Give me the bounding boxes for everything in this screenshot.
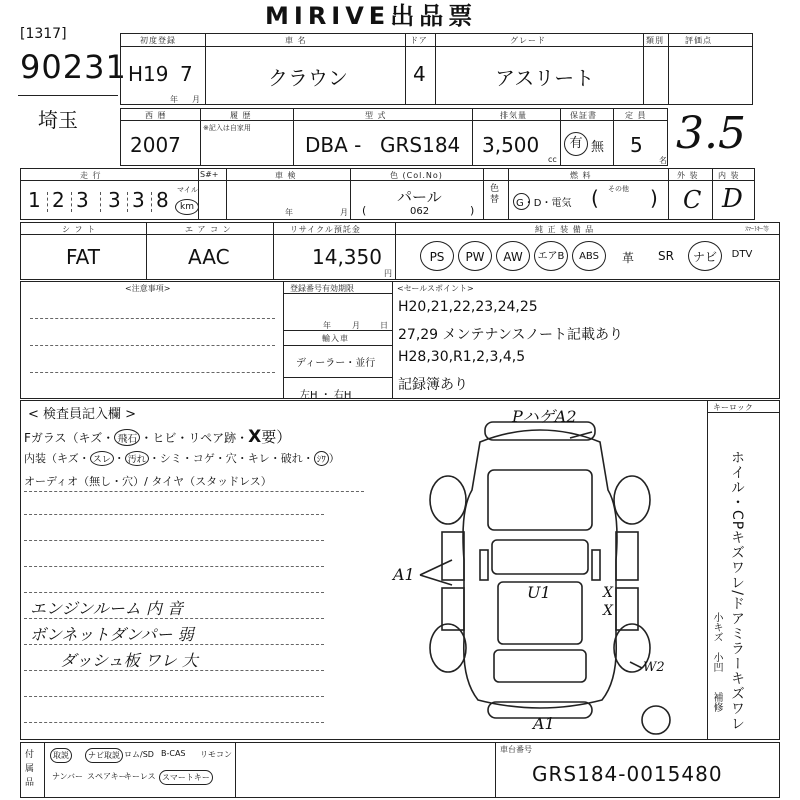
row3-divider [668, 168, 669, 220]
form-title: MIRIVE出品票 [265, 2, 478, 30]
equipment-item: DTV [731, 249, 753, 260]
inspector-line [24, 696, 324, 697]
row3-header-line [20, 180, 755, 181]
row3-divider [483, 168, 484, 220]
color-number: 062 [410, 206, 430, 217]
capacity-unit: 名 [659, 156, 667, 165]
rear-window [494, 650, 586, 682]
interior-mid: ・シミ・コゲ・穴・キレ・破れ・ [148, 452, 314, 465]
fuel-paren-open: ( [591, 186, 599, 210]
row2-divider [293, 108, 294, 166]
door-label: ドア [410, 36, 428, 45]
diagram-right-mark: X [603, 603, 613, 619]
digit-separator [47, 192, 48, 212]
region: 埼玉 [38, 108, 78, 132]
sales-point: 記録簿あり [398, 377, 468, 393]
equipment-item: ナビ [688, 241, 722, 271]
sales-point: H20,21,22,23,24,25 [398, 299, 538, 315]
row3-divider [712, 168, 713, 220]
interior-circled: 汚れ [125, 451, 149, 466]
row1-divider [405, 33, 406, 105]
left-front-door [442, 532, 464, 580]
chassis-label: 車台番号 [500, 745, 532, 754]
warranty-yes: 有 [569, 136, 583, 151]
handwritten-note: ダッシュ板 ワレ 大 [60, 651, 198, 670]
import-label: 輸入車 [322, 334, 349, 343]
aircon: AAC [188, 245, 230, 269]
fuel-options: G・D・電気 [516, 198, 572, 209]
notes-divider [392, 281, 393, 399]
diagram-top-note: PハゲA2 [512, 407, 577, 426]
hood [488, 470, 592, 530]
model-prefix: DBA - [305, 133, 362, 157]
row4-divider [146, 222, 147, 280]
equipment-item: ABS [572, 241, 606, 271]
car-name-label: 車 名 [285, 36, 307, 45]
dealer-line [283, 377, 392, 378]
digit-separator [151, 192, 152, 212]
side-small-mark: 小凹 [711, 652, 722, 672]
inspector-line [24, 491, 364, 492]
model-code: GRS184 [380, 133, 461, 157]
date-line [283, 330, 392, 331]
registration-era-year: H19 [128, 62, 169, 86]
accessories-label: 付属品 [25, 750, 35, 788]
handwritten-note: ボンネットダンパー 弱 [30, 625, 194, 644]
cc-unit: cc [548, 155, 557, 164]
doors: 4 [413, 62, 426, 86]
sales-label: <セールスポイント> [397, 284, 474, 293]
accessory-item: ロム/SD [124, 750, 154, 759]
bottom-divider [495, 742, 496, 798]
chassis-number: GRS184-0015480 [532, 762, 723, 786]
displacement: 3,500 [482, 133, 540, 157]
mileage-digit: 2 [52, 188, 65, 212]
row4-divider [273, 222, 274, 280]
western-year-label: 西 暦 [145, 111, 167, 120]
color-name: パール [397, 188, 442, 206]
history-label: 履 歴 [230, 111, 252, 120]
year-western: 2007 [130, 133, 181, 157]
row2-divider [560, 108, 561, 166]
interior-text: 内装（キズ・ [24, 452, 90, 465]
row1-divider [668, 33, 669, 105]
glass-circled: 飛石 [114, 429, 140, 446]
interior-label: 内 装 [718, 171, 740, 180]
month-unit: 月 [192, 95, 201, 104]
accessory-item: スペアキー [87, 772, 127, 781]
recycle-amount: 14,350 [312, 245, 382, 269]
fuel-label: 燃 料 [570, 171, 592, 180]
inspector-line [24, 722, 324, 723]
row1-divider [205, 33, 206, 105]
shaken-year-unit: 年 [285, 208, 294, 217]
month-unit: 月 [352, 321, 361, 330]
accessory-item: リモコン [200, 750, 232, 759]
note-line [30, 345, 275, 346]
color-label: 色 (Col.No) [390, 171, 443, 180]
sys-label: S#+ [200, 170, 219, 179]
mileage-digit: 8 [156, 188, 169, 212]
note-line [30, 372, 275, 373]
registration-month: 7 [180, 62, 193, 86]
interior-circled: スレ [90, 451, 114, 466]
digit-separator [127, 192, 128, 212]
row2-divider [472, 108, 473, 166]
mileage-digit: 3 [132, 188, 145, 212]
lease-label: 登録番号有効期限 [290, 284, 354, 293]
fuel-other: その他 [608, 185, 629, 193]
history-note: ※記入は自家用 [203, 124, 251, 132]
mileage-digit: 1 [28, 188, 41, 212]
grade-label: グレード [510, 36, 546, 45]
side-vertical-label: ホイル・CPキズワレ/ドアミラーキズワレ [729, 450, 745, 731]
inspector-title: < 検査員記入欄 > [28, 407, 137, 422]
equipment-item: エアB [534, 241, 568, 271]
paren-close: ) [470, 204, 475, 217]
row2-divider [200, 108, 201, 166]
row3-divider [198, 168, 199, 220]
lot-divider [18, 95, 118, 96]
mileage-digit: 3 [76, 188, 89, 212]
capacity-label: 定 員 [625, 111, 647, 120]
warranty-no: 無 [591, 140, 605, 155]
diagram-right-mark: X [603, 585, 613, 601]
right-mirror [592, 550, 600, 580]
accessory-item: 取説 [50, 748, 72, 763]
annotation-arrow [630, 662, 642, 668]
year-unit: 年 [170, 95, 179, 104]
yen-unit: 円 [384, 269, 392, 278]
recycle-label: リサイクル預託金 [290, 225, 361, 234]
diagram-left-mark: A1 [393, 565, 415, 584]
row1-divider [435, 33, 436, 105]
left-front-wheel [430, 476, 466, 524]
glass-end: 要） [261, 428, 292, 446]
unit-km-circle [175, 199, 199, 215]
equipment-item: SR [658, 249, 674, 263]
equipment-item: 革 [621, 251, 634, 265]
accessory-item: スマートキー [159, 770, 213, 785]
left-mirror [480, 550, 488, 580]
notes-divider [283, 281, 284, 399]
mileage-label: 走 行 [80, 171, 102, 180]
lot-bracket-code: [1317] [20, 26, 67, 42]
type-code-label: 類別 [646, 36, 664, 45]
windshield [492, 540, 588, 574]
sales-point: 27,29 メンテナンスノート記載あり [398, 327, 623, 343]
day-unit: 日 [380, 321, 389, 330]
bottom-divider [235, 742, 236, 798]
annotation-arrow [420, 560, 452, 575]
diagram-right-note: W2 [643, 660, 665, 675]
grade: アスリート [495, 66, 595, 90]
caution-label: <注意事項> [125, 284, 171, 293]
score-label: 評価点 [685, 36, 712, 45]
accessory-item: ナビ取説 [85, 748, 123, 763]
exterior-label: 外 装 [677, 171, 699, 180]
accessory-item: ナンバー [52, 772, 84, 781]
right-front-door [616, 532, 638, 580]
import-line [283, 345, 392, 346]
diagram-center-mark: U1 [527, 583, 551, 602]
equipment-item: AW [496, 241, 530, 271]
dealer-type: ディーラー・並行 [296, 358, 376, 369]
mileage-digit: 3 [108, 188, 121, 212]
row4-header-line [20, 234, 780, 235]
inspector-line [24, 514, 324, 515]
color-change-label: 色替 [490, 184, 500, 205]
warranty-yes-circle [564, 132, 588, 156]
spare-tire-marker [642, 706, 670, 734]
row1-header-line [120, 46, 753, 47]
glass-mark: X [248, 427, 262, 447]
unit-km: km [180, 202, 194, 212]
interior-line: 内装（キズ・ スレ ・ 汚れ ・シミ・コゲ・穴・キレ・破れ・ ｼﾜ ） [24, 452, 340, 465]
side-divider [707, 400, 708, 740]
interior-end: ） [328, 452, 340, 465]
row1-divider [643, 33, 644, 105]
model-label: 型 式 [365, 111, 387, 120]
audio-tire-line: オーディオ（無し・穴）/ タイヤ（スタッドレス） [24, 475, 272, 488]
keylock-label: キーロック [713, 403, 753, 412]
digit-separator [71, 192, 72, 212]
capacity: 5 [630, 133, 643, 157]
lot-number: 90231 [20, 48, 127, 86]
glass-text: Fガラス（キズ・ [24, 431, 115, 445]
aircon-label: エ ア コ ン [185, 225, 232, 234]
overall-score: 3.5 [676, 108, 746, 159]
unit-mile: マイル [177, 186, 198, 194]
warranty-label: 保証書 [570, 111, 597, 120]
fuel-paren-close: ) [650, 186, 658, 210]
inspector-line [24, 592, 324, 593]
shift-label: シ フ ト [62, 225, 97, 234]
glass-line [24, 426, 291, 447]
equipment-item: PW [458, 241, 492, 271]
shaken-month-unit: 月 [340, 208, 349, 217]
interior-circled: ｼﾜ [314, 451, 329, 466]
smart-label: ｽﾏｰﾄｷｰ等 [745, 226, 770, 233]
side-small-mark: 補修 [711, 692, 722, 712]
accessory-item: キーレス [124, 772, 156, 781]
inspector-line [24, 566, 324, 567]
registration-label: 初度登録 [140, 36, 176, 45]
shaken-label: 車 検 [275, 171, 297, 180]
interior-grade: D [722, 184, 743, 214]
row3-divider [508, 168, 509, 220]
row3-divider [350, 168, 351, 220]
diagram-bottom-mark: A1 [533, 714, 555, 733]
digit-separator [100, 192, 101, 212]
handwritten-note: エンジンルーム 内 音 [30, 599, 183, 618]
paren-open: ( [362, 204, 367, 217]
row4-divider [395, 222, 396, 280]
row3-divider [226, 168, 227, 220]
side-small-mark: 小キズ [711, 612, 722, 642]
year-unit: 年 [323, 321, 332, 330]
left-rear-wheel [430, 624, 466, 672]
row2-divider [613, 108, 614, 166]
bottom-divider [44, 742, 45, 798]
shift: FAT [66, 245, 101, 269]
accessory-item: B-CAS [161, 749, 186, 758]
exterior-grade: C [683, 186, 702, 214]
displacement-label: 排気量 [500, 111, 527, 120]
car-name: クラウン [268, 66, 348, 90]
glass-mid: ・ヒビ・リペア跡・ [140, 431, 249, 445]
sales-point: H28,30,R1,2,3,4,5 [398, 349, 526, 365]
car-damage-diagram [380, 400, 705, 740]
equipment-item: PS [420, 241, 454, 271]
inspector-line [24, 540, 324, 541]
note-line [30, 318, 275, 319]
right-front-wheel [614, 476, 650, 524]
car-outline [463, 430, 617, 708]
equipment-label: 純 正 装 備 品 [535, 225, 595, 234]
row3-frame [20, 168, 755, 220]
steering-side: 左H ・ 右H [300, 390, 352, 401]
